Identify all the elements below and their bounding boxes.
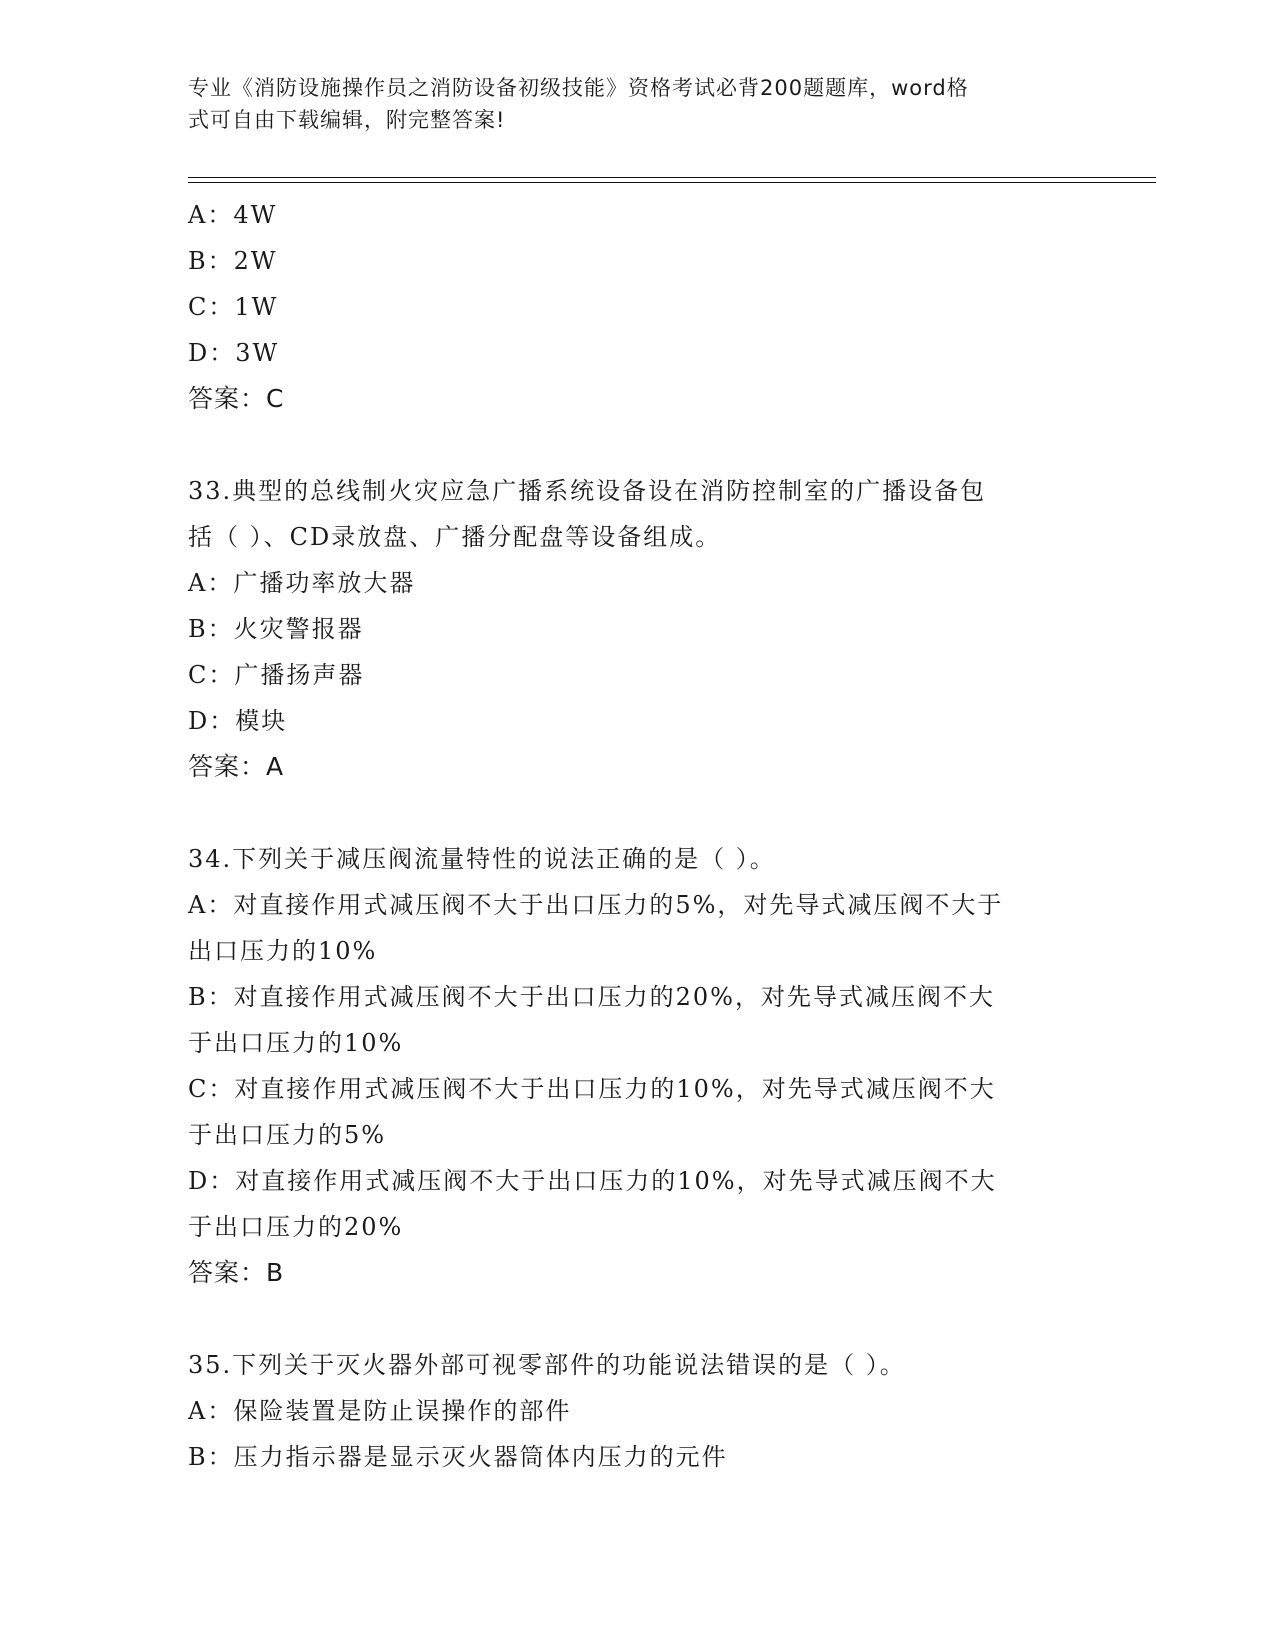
option-d-line-2: 于出口压力的20%	[188, 1213, 404, 1241]
option-a: A：4W	[188, 201, 278, 229]
answer: 答案：A	[188, 752, 285, 781]
question-33	[188, 468, 1088, 790]
question-32	[188, 192, 1088, 422]
spacer	[188, 790, 1088, 836]
header-divider-bottom	[188, 182, 1156, 183]
option-a-line-2: 出口压力的10%	[188, 937, 378, 965]
option-b: B：2W	[188, 247, 278, 275]
answer: 答案：C	[188, 384, 285, 413]
question-stem-line-1: 33.典型的总线制火灾应急广播系统设备设在消防控制室的广播设备包	[188, 477, 987, 505]
spacer	[188, 422, 1088, 468]
question-34	[188, 836, 1088, 1296]
option-c-line-1: C：对直接作用式减压阀不大于出口压力的10%，对先导式减压阀不大	[188, 1075, 996, 1103]
header-line-2: 式可自由下载编辑，附完整答案!	[188, 108, 506, 132]
option-d: D：3W	[188, 339, 280, 367]
answer: 答案：B	[188, 1258, 285, 1287]
option-c: C：1W	[188, 293, 279, 321]
option-a: A：广播功率放大器	[188, 569, 416, 597]
document-header	[188, 72, 1068, 136]
option-b: B：压力指示器是显示灭火器筒体内压力的元件	[188, 1443, 728, 1471]
option-d: D：模块	[188, 707, 288, 735]
spacer	[188, 1296, 1088, 1342]
option-a: A：保险装置是防止误操作的部件	[188, 1397, 572, 1425]
option-c: C：广播扬声器	[188, 661, 365, 689]
question-stem: 34.下列关于减压阀流量特性的说法正确的是（ ）。	[188, 845, 776, 873]
question-stem-line-2: 括（ ）、CD录放盘、广播分配盘等设备组成。	[188, 523, 722, 551]
option-b-line-1: B：对直接作用式减压阀不大于出口压力的20%，对先导式减压阀不大	[188, 983, 995, 1011]
question-list	[188, 192, 1088, 1480]
option-b: B：火灾警报器	[188, 615, 364, 643]
question-35	[188, 1342, 1088, 1480]
header-line-1: 专业《消防设施操作员之消防设备初级技能》资格考试必背200题题库，word格	[188, 76, 969, 100]
question-stem: 35.下列关于灭火器外部可视零部件的功能说法错误的是（ ）。	[188, 1351, 906, 1379]
option-d-line-1: D：对直接作用式减压阀不大于出口压力的10%，对先导式减压阀不大	[188, 1167, 997, 1195]
header-divider-top	[188, 177, 1156, 178]
option-b-line-2: 于出口压力的10%	[188, 1029, 404, 1057]
option-c-line-2: 于出口压力的5%	[188, 1121, 387, 1149]
option-a-line-1: A：对直接作用式减压阀不大于出口压力的5%，对先导式减压阀不大于	[188, 891, 1004, 919]
